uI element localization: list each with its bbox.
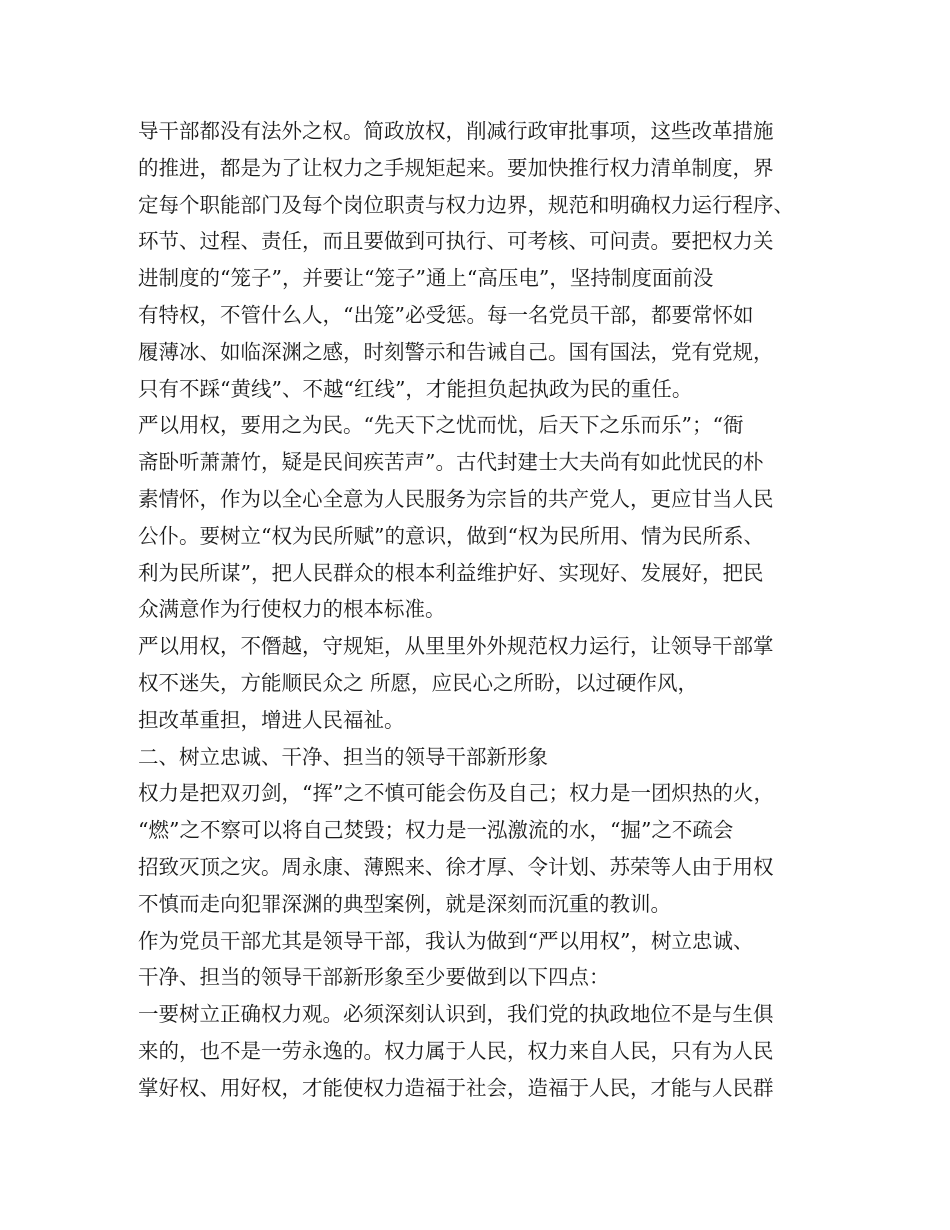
text-line: 一要树立正确权力观。必须深刻认识到，我们党的执政地位不是与生俱 (138, 1002, 774, 1027)
text-line: 只有不踩“黄线”、不越“红线”，才能担负起执政为民的重任。 (138, 376, 693, 401)
text-line: 招致灭顶之灾。周永康、薄熙来、徐才厚、令计划、苏荣等人由于用权 (138, 854, 774, 879)
text-line: “燃”之不察可以将自己焚毁；权力是一泓激流的水，“掘”之不疏会 (138, 818, 734, 843)
text-line: 素情怀，作为以全心全意为人民服务为宗旨的共产党人，更应甘当人民 (138, 486, 774, 511)
text-line: 干净、担当的领导干部新形象至少要做到以下四点： (138, 965, 610, 990)
text-line: 来的，也不是一劳永逸的。权力属于人民，权力来自人民，只有为人民 (138, 1038, 774, 1063)
body-text (138, 113, 838, 1107)
text-line: 掌好权、用好权，才能使权力造福于社会，造福于人民，才能与人民群 (138, 1075, 774, 1100)
text-line: 进制度的“笼子”，并要让“笼子”通上“高压电”，坚持制度面前没 (138, 266, 714, 291)
text-line: 权不迷失，方能顺民众之 所愿，应民心之所盼，以过硬作风， (138, 670, 699, 695)
text-line: 众满意作为行使权力的根本标准。 (138, 597, 446, 622)
text-line: 公仆。要树立“权为民所赋”的意识，做到“权为民所用、情为民所系、 (138, 523, 764, 548)
text-line: 作为党员干部尤其是领导干部，我认为做到“严以用权”，树立忠诚、 (138, 928, 754, 953)
text-line: 不慎而走向犯罪深渊的典型案例，就是深刻而沉重的教训。 (138, 891, 671, 916)
text-line: 担改革重担，增进人民福祉。 (138, 707, 405, 732)
text-line: 斋卧听萧萧竹，疑是民间疾苦声”。古代封建士大夫尚有如此忧民的朴 (138, 450, 764, 475)
text-line: 有特权，不管什么人，“出笼”必受惩。每一名党员干部，都要常怀如 (138, 302, 754, 327)
text-line: 严以用权，要用之为民。“先天下之忧而忧，后天下之乐而乐”；“衙 (138, 413, 744, 438)
text-line: 严以用权，不僭越，守规矩，从里里外外规范权力运行，让领导干部掌 (138, 634, 774, 659)
text-line: 导干部都没有法外之权。简政放权，削减行政审批事项，这些改革措施 (138, 119, 774, 143)
section-heading: 二、树立忠诚、干净、担当的领导干部新形象 (138, 744, 548, 769)
text-line: 定每个职能部门及每个岗位职责与权力边界，规范和明确权力运行程序、 (138, 192, 794, 217)
text-line: 环节、过程、责任，而且要做到可执行、可考核、可问责。要把权力关 (138, 229, 774, 254)
text-line: 利为民所谋”，把人民群众的根本利益维护好、实现好、发展好，把民 (138, 560, 764, 585)
text-line: 权力是把双刃剑，“挥”之不慎可能会伤及自己；权力是一团炽热的火， (138, 781, 774, 806)
text-line: 的推进，都是为了让权力之手规矩起来。要加快推行权力清单制度，界 (138, 155, 774, 180)
text-line: 履薄冰、如临深渊之感，时刻警示和告诫自己。国有国法，党有党规， (138, 339, 774, 364)
